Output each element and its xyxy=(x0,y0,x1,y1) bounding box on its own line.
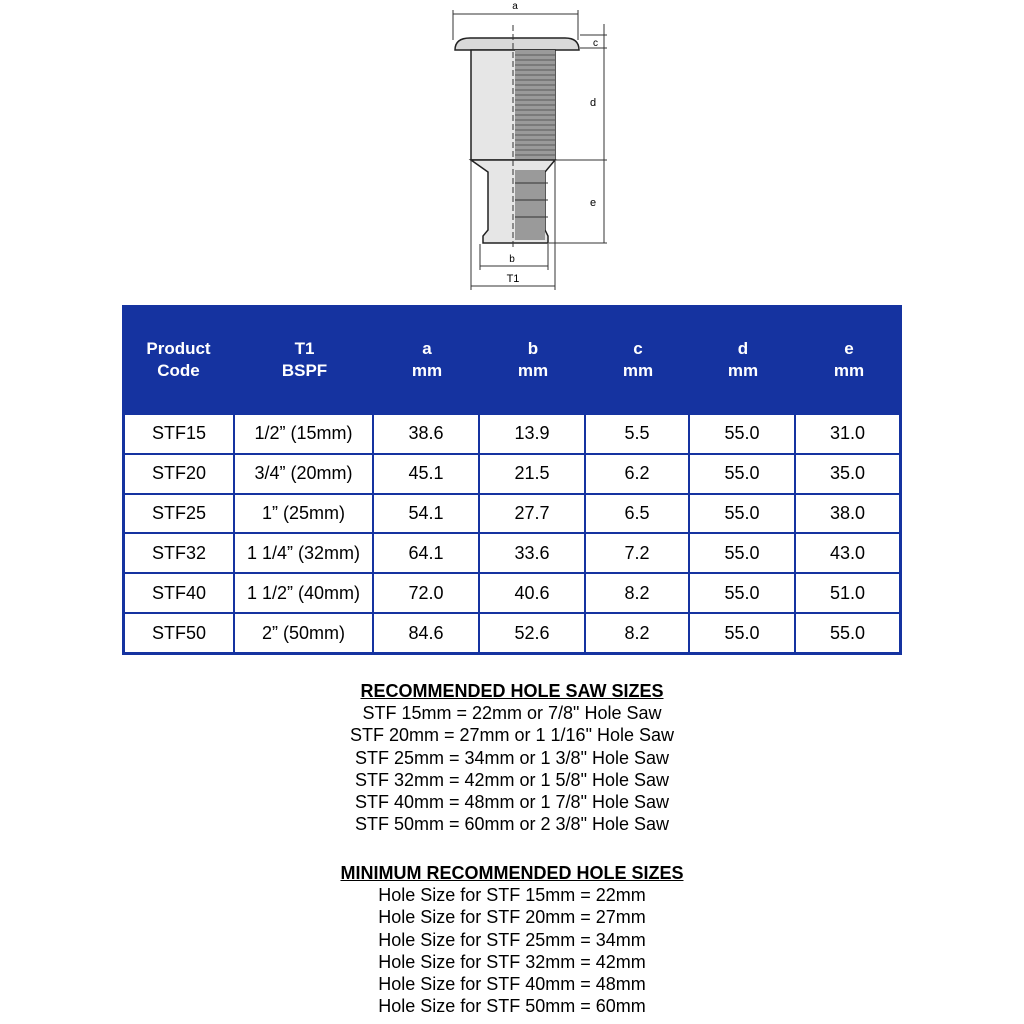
dimension-e xyxy=(549,160,607,243)
cell-b: 40.6 xyxy=(480,574,586,614)
header-b-mm: b mm xyxy=(517,339,549,380)
cell-e: 55.0 xyxy=(796,614,902,655)
cell-c: 7.2 xyxy=(586,534,690,574)
thru-hull-fitting-diagram xyxy=(440,0,620,295)
dimension-a xyxy=(453,10,578,40)
cell-b: 13.9 xyxy=(480,415,586,455)
cell-a: 64.1 xyxy=(374,534,480,574)
hole-saw-line: STF 32mm = 42mm or 1 5/8" Hole Saw xyxy=(355,769,669,790)
cell-a: 54.1 xyxy=(374,495,480,535)
cell-product-code: STF25 xyxy=(122,495,235,535)
cell-b: 21.5 xyxy=(480,455,586,495)
cell-product-code: STF20 xyxy=(122,455,235,495)
cell-d: 55.0 xyxy=(690,495,796,535)
table-row xyxy=(122,455,902,495)
hole-size-line: Hole Size for STF 20mm = 27mm xyxy=(378,907,646,928)
dim-label-b: b xyxy=(509,254,515,265)
cell-product-code: STF15 xyxy=(122,415,235,455)
cell-b: 33.6 xyxy=(480,534,586,574)
header-e-mm: e mm xyxy=(833,339,865,380)
cell-c: 5.5 xyxy=(586,415,690,455)
hole-size-line: Hole Size for STF 25mm = 34mm xyxy=(378,929,646,950)
cell-c: 8.2 xyxy=(586,614,690,655)
cell-d: 55.0 xyxy=(690,415,796,455)
header-a-mm: a mm xyxy=(411,339,443,380)
cell-e: 43.0 xyxy=(796,534,902,574)
flange xyxy=(455,38,579,50)
header-d-mm: d mm xyxy=(727,339,759,380)
cell-d: 55.0 xyxy=(690,614,796,655)
cell-product-code: STF32 xyxy=(122,534,235,574)
hole-size-section xyxy=(0,862,1024,1017)
hole-saw-heading: RECOMMENDED HOLE SAW SIZES xyxy=(360,681,664,701)
cell-e: 38.0 xyxy=(796,495,902,535)
cell-b: 52.6 xyxy=(480,614,586,655)
cell-e: 51.0 xyxy=(796,574,902,614)
cell-c: 6.5 xyxy=(586,495,690,535)
table-row xyxy=(122,574,902,614)
hole-size-heading: MINIMUM RECOMMENDED HOLE SIZES xyxy=(340,863,684,883)
cell-t1: 1 1/4” (32mm) xyxy=(235,534,374,574)
table-row xyxy=(122,534,902,574)
cell-c: 6.2 xyxy=(586,455,690,495)
cell-d: 55.0 xyxy=(690,574,796,614)
cell-t1: 1/2” (15mm) xyxy=(235,415,374,455)
header-t1-bspf: T1 BSPF xyxy=(281,339,328,380)
table-row xyxy=(122,415,902,455)
cell-a: 45.1 xyxy=(374,455,480,495)
cell-d: 55.0 xyxy=(690,455,796,495)
hole-saw-line: STF 25mm = 34mm or 1 3/8" Hole Saw xyxy=(355,747,669,768)
hole-size-line: Hole Size for STF 50mm = 60mm xyxy=(378,996,646,1017)
cell-a: 72.0 xyxy=(374,574,480,614)
cell-c: 8.2 xyxy=(586,574,690,614)
hole-saw-section xyxy=(0,680,1024,835)
dim-label-d: d xyxy=(590,97,597,109)
hole-saw-line: STF 15mm = 22mm or 7/8" Hole Saw xyxy=(362,703,662,724)
cell-a: 38.6 xyxy=(374,415,480,455)
hole-saw-line: STF 40mm = 48mm or 1 7/8" Hole Saw xyxy=(355,792,669,813)
cell-t1: 1” (25mm) xyxy=(235,495,374,535)
cell-a: 84.6 xyxy=(374,614,480,655)
hole-saw-line: STF 50mm = 60mm or 2 3/8" Hole Saw xyxy=(355,814,669,835)
cell-b: 27.7 xyxy=(480,495,586,535)
hole-saw-line: STF 20mm = 27mm or 1 1/16" Hole Saw xyxy=(349,725,674,746)
cell-d: 55.0 xyxy=(690,534,796,574)
dim-label-e: e xyxy=(590,197,597,209)
thread-lines xyxy=(515,55,555,155)
spec-table xyxy=(122,305,902,655)
dimension-d xyxy=(556,48,607,160)
cell-product-code: STF40 xyxy=(122,574,235,614)
table-header-row xyxy=(122,305,902,415)
dim-label-a: a xyxy=(512,1,518,12)
table-row xyxy=(122,614,902,655)
cell-t1: 1 1/2” (40mm) xyxy=(235,574,374,614)
hole-size-line: Hole Size for STF 32mm = 42mm xyxy=(378,951,646,972)
cell-product-code: STF50 xyxy=(122,614,235,655)
dim-label-t1: T1 xyxy=(506,273,520,285)
header-c-mm: c mm xyxy=(622,339,654,380)
cell-t1: 2” (50mm) xyxy=(235,614,374,655)
table-row xyxy=(122,495,902,535)
cell-e: 35.0 xyxy=(796,455,902,495)
hole-size-line: Hole Size for STF 15mm = 22mm xyxy=(378,885,646,906)
hole-size-line: Hole Size for STF 40mm = 48mm xyxy=(378,974,646,995)
cell-t1: 3/4” (20mm) xyxy=(235,455,374,495)
cell-e: 31.0 xyxy=(796,415,902,455)
dim-label-c: c xyxy=(593,38,598,49)
header-product-code: Product Code xyxy=(146,339,211,380)
